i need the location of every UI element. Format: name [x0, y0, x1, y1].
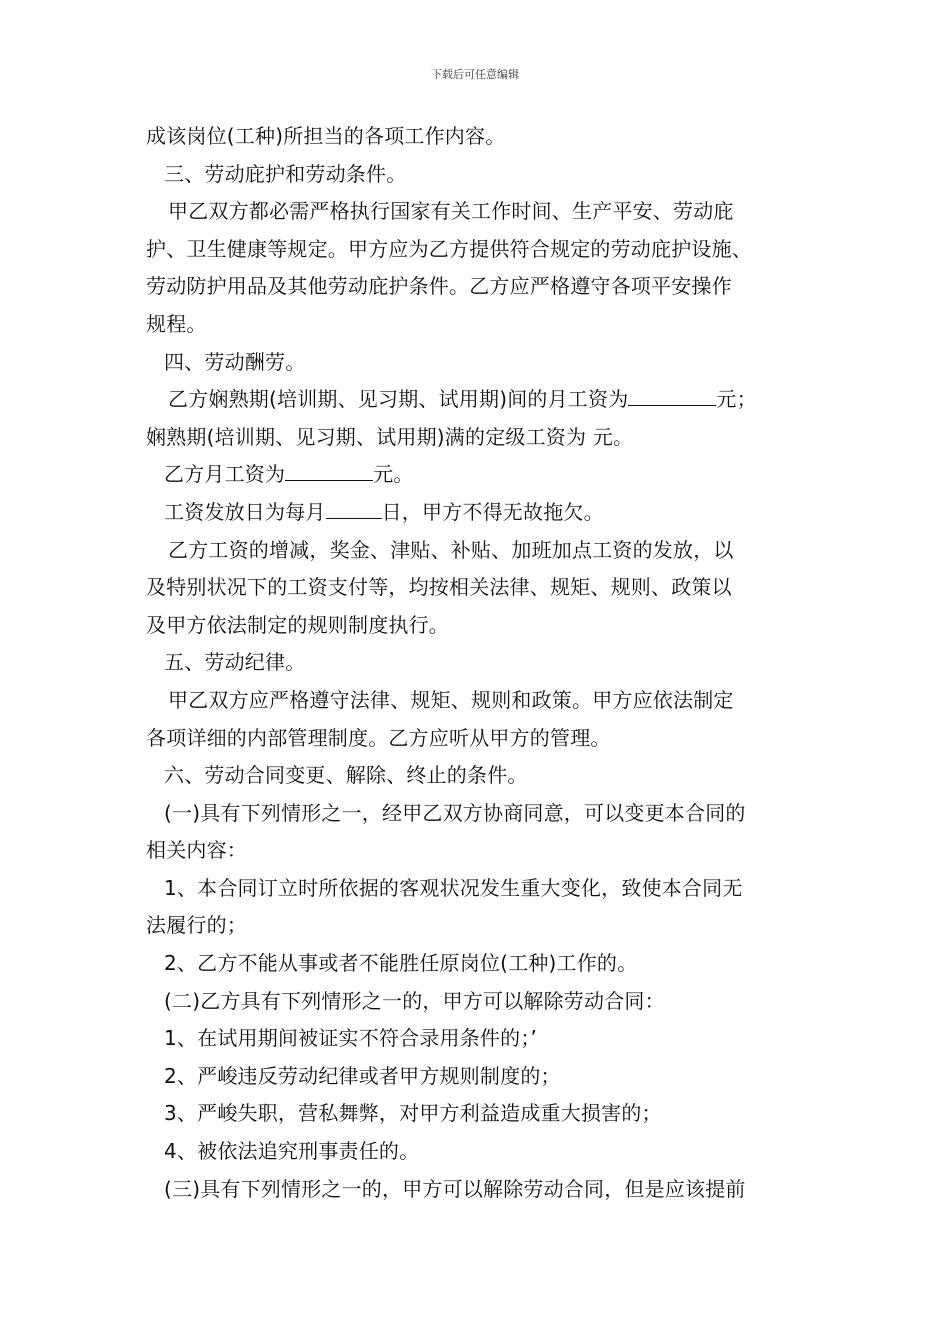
- text-line: 1、本合同订立时所依据的客观状况发生重大变化，致使本合同无: [164, 875, 743, 900]
- fill-in-blank: [628, 381, 716, 406]
- text-line: 及甲方依法制定的规则制度执行。: [146, 612, 449, 637]
- page-header: 下载后可任意编辑: [431, 68, 519, 81]
- text-line: 甲乙双方都必需严格执行国家有关工作时间、生产平安、劳动庇: [168, 199, 734, 224]
- text-line: (一)具有下列情形之一，经甲乙双方协商同意，可以变更本合同的: [164, 800, 746, 825]
- text-line: (三)具有下列情形之一的，甲方可以解除劳动合同，但是应该提前: [164, 1176, 746, 1201]
- text-line: 及特别状况下的工资支付等，均按相关法律、规矩、规则、政策以: [146, 575, 732, 600]
- text-line: 娴熟期(培训期、见习期、试用期)满的定级工资为 元。: [146, 424, 634, 449]
- text-segment: 元。: [373, 462, 414, 487]
- text-line: [146, 456, 810, 494]
- text-segment: 工资发放日为每月: [164, 499, 326, 524]
- text-line: 乙方工资的增减，奖金、津贴、补贴、加班加点工资的发放，以: [168, 537, 734, 562]
- text-line: 1、在试用期间被证实不符合录用条件的；’: [164, 1026, 538, 1051]
- section-heading: 四、劳动酬劳。: [164, 349, 306, 374]
- document-body: [146, 118, 810, 1208]
- fill-in-blank: [326, 494, 382, 519]
- section-heading: 六、劳动合同变更、解除、终止的条件。: [164, 763, 528, 788]
- text-line: 法履行的；: [146, 913, 247, 938]
- section-heading: 五、劳动纪律。: [164, 650, 306, 675]
- fill-in-blank: [285, 456, 373, 481]
- text-line: 2、严峻违反劳动纪律或者甲方规则制度的；: [164, 1063, 561, 1088]
- text-segment: 乙方娴熟期(培训期、见习期、试用期)间的月工资为: [168, 387, 629, 412]
- text-line: 4、被依法追究刑事责任的。: [164, 1139, 420, 1164]
- text-segment: 元；: [716, 387, 757, 412]
- text-line: [146, 381, 810, 419]
- text-line: [146, 494, 810, 532]
- text-line: (二)乙方具有下列情形之一的，甲方可以解除劳动合同：: [164, 988, 665, 1013]
- text-segment: 乙方月工资为: [164, 462, 286, 487]
- text-line: 规程。: [146, 311, 207, 336]
- text-line: 甲乙双方应严格遵守法律、规矩、规则和政策。甲方应依法制定: [168, 687, 734, 712]
- section-heading: 三、劳动庇护和劳动条件。: [164, 161, 407, 186]
- text-line: 护、卫生健康等规定。甲方应为乙方提供符合规定的劳动庇护设施、: [146, 236, 752, 261]
- text-line: 2、乙方不能从事或者不能胜任原岗位(工种)工作的。: [164, 951, 638, 976]
- text-line: 3、严峻失职，营私舞弊，对甲方利益造成重大损害的；: [164, 1101, 662, 1126]
- text-line: 各项详细的内部管理制度。乙方应听从甲方的管理。: [146, 725, 611, 750]
- text-segment: 日，甲方不得无故拖欠。: [381, 499, 604, 524]
- text-line: 劳动防护用品及其他劳动庇护条件。乙方应严格遵守各项平安操作: [146, 274, 732, 299]
- text-line: 成该岗位(工种)所担当的各项工作内容。: [146, 124, 506, 148]
- text-line: 相关内容：: [146, 838, 247, 863]
